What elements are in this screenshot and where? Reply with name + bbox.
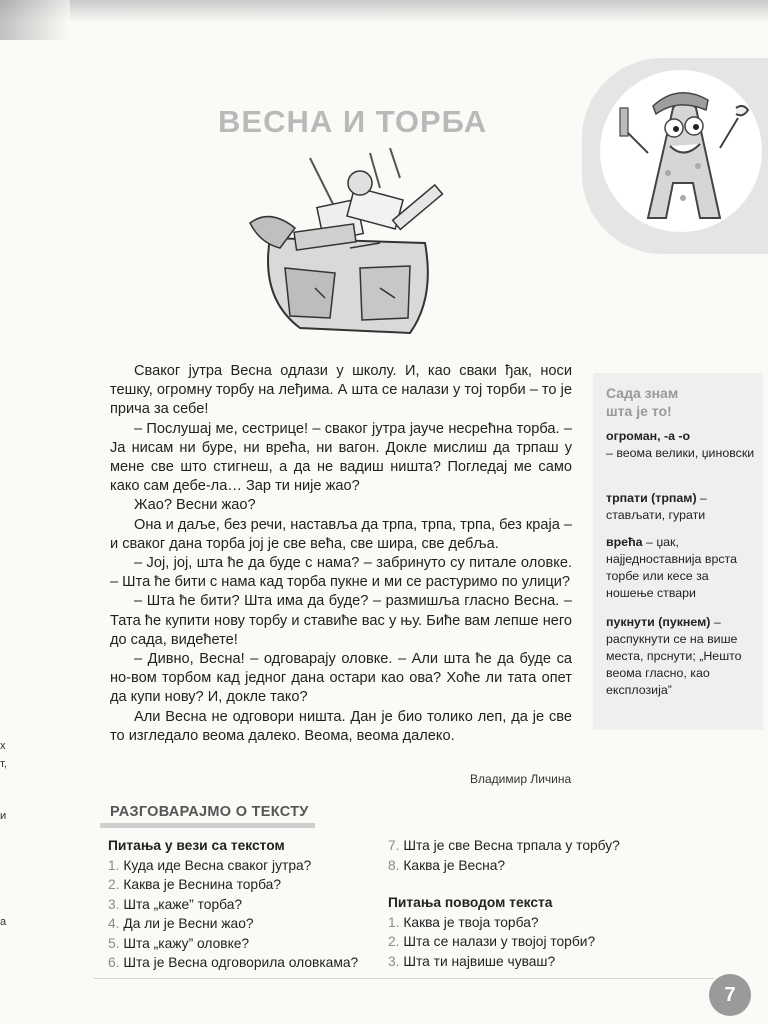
letter-a-mascot [608, 78, 758, 228]
questions-heading: Питања поводом текста [388, 895, 553, 910]
glossary-definition: – веома велики, џиновски [606, 446, 755, 460]
schoolbag-illustration [240, 148, 460, 338]
story-author: Владимир Личина [470, 772, 572, 786]
story-paragraph: – Дивно, Весна! – одговарају оловке. – Али шта ће да буде са но-вом торбом кад једног дана остари као ова? Хоће ли тата опет да купи нову? И, докле тако? [110, 651, 572, 706]
story-paragraph: – Шта ће бити? Шта има да буде? – размишља гласно Весна. – Тата ће купити нову торбу и ставиће вас у њу. Биће вам лепше него до сада, видећете! [110, 593, 572, 648]
question-list-left [108, 836, 358, 973]
bottom-divider [94, 978, 714, 979]
corner-scan-shadow [0, 0, 70, 40]
question-item: 3. Шта „каже” торба? [108, 896, 243, 912]
glossary-title [606, 384, 678, 420]
story-paragraph: – Јој, јој, шта ће да буде с нама? – забринуто су питале оловке. – Шта ће бити с нама кад торба пукне и ми се растуримо по улици? [110, 555, 572, 591]
story-text [110, 362, 572, 746]
glossary-definition: – распукнути се на више места, прснути; „Нешто веома гласно, као експлозија” [606, 615, 742, 697]
story-paragraph: Али Весна не одговори ништа. Дан је био толико леп, да је све то изгледало веома далеко. Веома, веома далеко. [110, 708, 572, 744]
story-title: ВЕСНА И ТОРБА [218, 104, 488, 139]
margin-fragment: и [0, 810, 7, 822]
glossary-term: огроман, -а -о [606, 429, 691, 443]
question-item: 6. Шта је Весна одговорила оловкама? [108, 955, 359, 970]
question-item: 7. Шта је све Весна трпала у торбу? [388, 838, 620, 853]
story-paragraph: Жао? Весни жао? [134, 497, 256, 514]
top-scan-shadow [0, 0, 768, 22]
story-paragraph: Сваког јутра Весна одлази у школу. И, као сваки ђак, носи тешку, огромну торбу на леђима. А шта се налази у тој торби – то је прича за себе! [110, 363, 572, 418]
glossary-title-line: шта је то! [606, 403, 672, 419]
question-item: 8. Каква је Весна? [388, 857, 506, 873]
question-item: 3. Шта ти највише чуваш? [388, 953, 556, 969]
glossary-entry [606, 428, 756, 462]
margin-fragment: т, [0, 758, 7, 770]
page-number: 7 [709, 974, 751, 1016]
glossary-entry [606, 614, 756, 699]
section-underline [100, 823, 315, 828]
question-item: 1. Куда иде Весна сваког јутра? [108, 857, 312, 873]
question-item: 2. Шта се налази у твојој торби? [388, 934, 596, 949]
glossary-term: пукнути (пукнем) [606, 615, 711, 629]
story-paragraph: Она и даље, без речи, наставља да трпа, трпа, трпа, без краја – и сваког дана торба јој је све већа, све шира, све дебља. [110, 516, 572, 552]
question-item: 2. Каква је Веснина торба? [108, 877, 282, 892]
question-item: 5. Шта „кажу” оловке? [108, 935, 250, 951]
glossary-entry [606, 534, 756, 602]
story-paragraph: – Послушај ме, сестрице! – сваког јутра јауче несрећна торба. – Ја нисам ни буре, ни врећа, ни вагон. Докле мислиш да трпаш у мене све што стигнеш, а да не вадиш ништа? Погледај ме само како сам дебе-ла… Зар ти није жао? [110, 420, 572, 495]
margin-fragment: а [0, 916, 7, 928]
question-item: 4. Да ли је Весни жао? [108, 916, 254, 931]
glossary-term: трпати (трпам) [606, 491, 697, 505]
glossary-definition: – стављати, гурати [606, 491, 707, 522]
question-list-right [388, 836, 620, 971]
glossary-term: врећа [606, 535, 643, 549]
questions-heading: Питања у вези са текстом [108, 838, 285, 853]
glossary-definition: – џак, најједноставнија врста торбе или кесе за ношење ствари [606, 535, 737, 600]
section-title: РАЗГОВАРАЈМО О ТЕКСТУ [110, 804, 309, 820]
glossary-entry [606, 490, 756, 524]
question-item: 1. Каква је твоја торба? [388, 914, 539, 930]
glossary-title-line: Сада знам [606, 385, 679, 401]
margin-fragment: х [0, 740, 6, 752]
